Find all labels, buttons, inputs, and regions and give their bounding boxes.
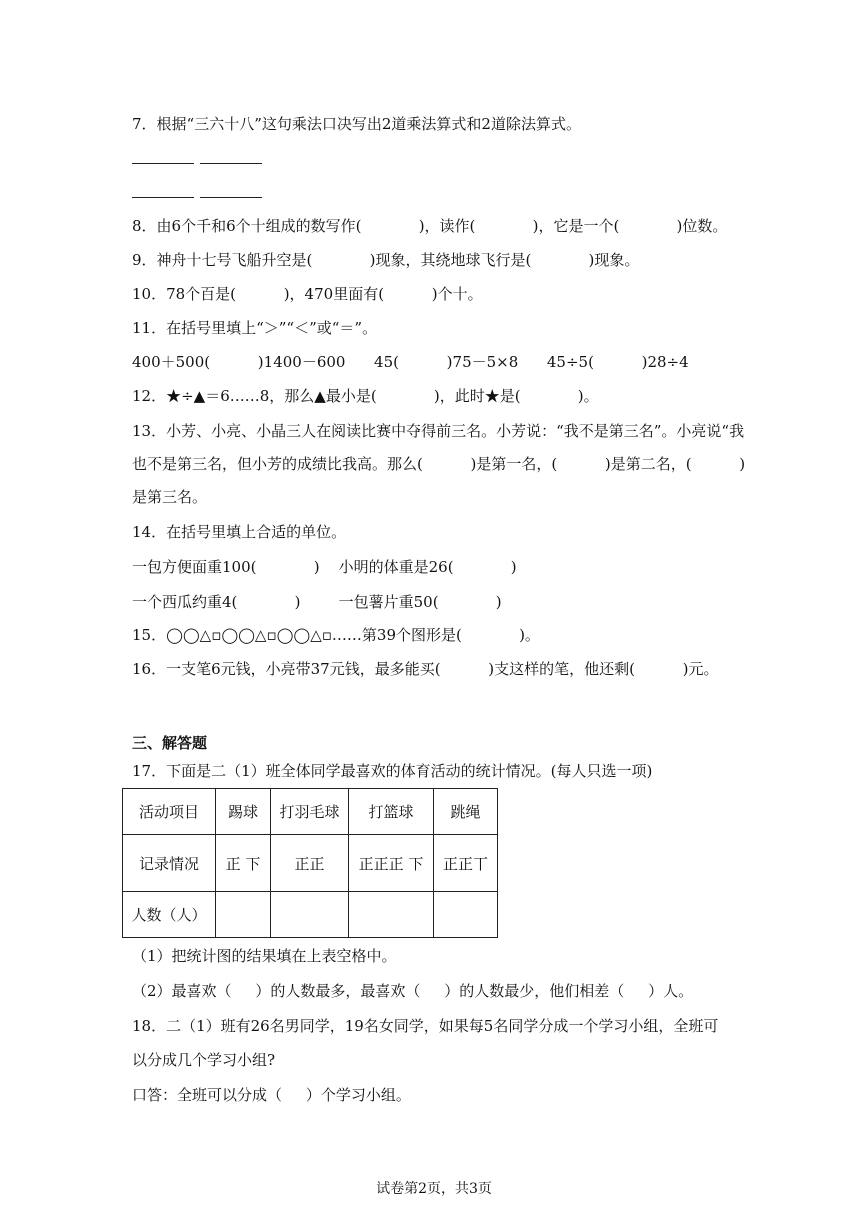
question-13-line1: 13．小芳、小亮、小晶三人在阅读比赛中夺得前三名。小芳说：“我不是第三名”。小亮说“我 — [132, 422, 745, 440]
question-18-line1: 18．二（1）班有26名男同学，19名女同学，如果每5名同学分成一个学习小组，全班可 — [132, 1017, 719, 1035]
question-11-items: 400＋500( )1400－600 45( )75－5×8 45÷5( )28÷4 — [132, 353, 689, 371]
question-9: 9．神舟十七号飞船升空是( )现象，其绕地球飞行是( )现象。 — [132, 251, 640, 269]
table-header-cell: 跳绳 — [434, 789, 498, 835]
answer-cell[interactable] — [216, 892, 271, 938]
answer-cell[interactable] — [349, 892, 434, 938]
table-header-cell: 打羽毛球 — [271, 789, 349, 835]
question-18-line2: 以分成几个学习小组? — [132, 1051, 276, 1069]
answer-cell[interactable] — [271, 892, 349, 938]
statistics-table — [122, 788, 498, 938]
table-row — [123, 789, 498, 835]
table-cell: 正正正 下 — [349, 835, 434, 892]
question-11: 11．在括号里填上“＞”“＜”或“＝”。 — [132, 319, 378, 337]
question-15: 15．◯◯△▫◯◯△▫◯◯△▫……第39个图形是( )。 — [132, 626, 540, 644]
table-header-cell: 活动项目 — [123, 789, 216, 835]
question-17-part1: （1）把统计图的结果填在上表空格中。 — [132, 947, 397, 965]
table-row — [123, 892, 498, 938]
answer-cell[interactable] — [434, 892, 498, 938]
table-cell: 正 下 — [216, 835, 271, 892]
question-18-answer: 口答：全班可以分成（ ）个学习小组。 — [132, 1086, 411, 1104]
answer-blank[interactable] — [200, 197, 262, 198]
table-cell: 正正 — [271, 835, 349, 892]
question-8: 8．由6个千和6个十组成的数写作( )，读作( )，它是一个( )位数。 — [132, 217, 728, 235]
question-14-row1: 一包方便面重100( ) 小明的体重是26( ) — [132, 558, 517, 576]
question-14-row2: 一个西瓜约重4( ) 一包薯片重50( ) — [132, 593, 502, 611]
table-row-label: 人数（人） — [123, 892, 216, 938]
answer-blank[interactable] — [132, 163, 194, 164]
table-cell: 正正丅 — [434, 835, 498, 892]
question-16: 16．一支笔6元钱，小亮带37元钱，最多能买( )支这样的笔，他还剩( )元。 — [132, 660, 719, 678]
table-row — [123, 835, 498, 892]
question-17-part2: （2）最喜欢（ ）的人数最多，最喜欢（ ）的人数最少，他们相差（ ）人。 — [132, 982, 694, 1000]
answer-blank[interactable] — [132, 197, 194, 198]
question-7: 7．根据“三六十八”这句乘法口决写出2道乘法算式和2道除法算式。 — [132, 115, 581, 133]
question-14: 14．在括号里填上合适的单位。 — [132, 523, 347, 541]
question-12: 12．★÷▲＝6……8，那么▲最小是( )，此时★是( )。 — [132, 387, 599, 405]
question-13-line3: 是第三名。 — [132, 488, 208, 506]
answer-blank[interactable] — [200, 163, 262, 164]
page-footer: 试卷第2页，共3页 — [376, 1181, 492, 1197]
question-13-line2: 也不是第三名，但小芳的成绩比我高。那么( )是第一名，( )是第二名，( ) — [132, 455, 746, 473]
table-row-label: 记录情况 — [123, 835, 216, 892]
table-header-cell: 打篮球 — [349, 789, 434, 835]
section-title: 三、解答题 — [132, 734, 208, 752]
question-17: 17．下面是二（1）班全体同学最喜欢的体育活动的统计情况。(每人只选一项) — [132, 762, 653, 780]
question-10: 10．78个百是( )，470里面有( )个十。 — [132, 285, 483, 303]
table-header-cell: 踢球 — [216, 789, 271, 835]
